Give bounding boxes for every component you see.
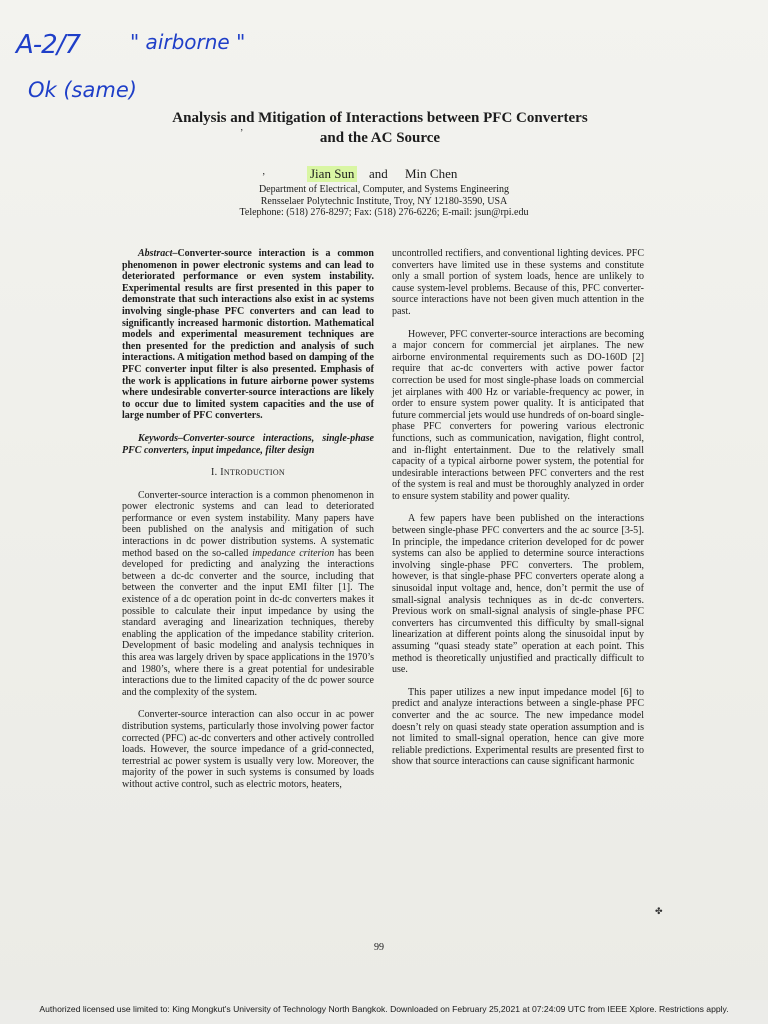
- right-column: [392, 248, 644, 779]
- abstract-paragraph: [122, 248, 374, 422]
- right-paragraph-3: A few papers have been published on the interactions between single-phase PFC converters and the ac source [3-5]. In principle, the impedance criterion developed for dc power systems can also be applied to determine source interactions involving single-phase PFC converters. The problem, however, is that single-phase PFC converters operate along a sinusoidal input voltage and, hence, don’t permit the use of small-signal analysis techniques as in dc-dc converters. Previous work on small-signal analysis of single-phase PFC converters has circumvented this difficulty by small-signal linearization at different points along the sinusoidal input by assuming “quasi steady state” operation at each point. This method is theoretically unjustified and practically difficult to use.: [392, 513, 644, 676]
- author-name: Min Chen: [405, 166, 458, 181]
- author-name-highlighted: Jian Sun: [307, 166, 357, 182]
- section-heading: I. INTRODUCTION: [211, 467, 285, 479]
- intro-paragraph-2: Converter-source interaction can also occur in ac power distribution systems, particularly those involving power factor corrected (PFC) ac-dc converters and other actively controlled loads. However, the source impedance of a grid-connected, terrestrial ac power system is usually very low. Moreover, the majority of the power in such systems is consumed by loads without active control, such as electric motors, heaters,: [122, 709, 374, 790]
- scan-speck: ʼ: [262, 172, 266, 183]
- keywords-paragraph: Keywords–Converter-source interactions, single-phase PFC converters, input impedance, filter design: [122, 432, 374, 456]
- affiliation-institute: Rensselaer Polytechnic Institute, Troy, NY 12180-3590, USA: [260, 195, 508, 207]
- affiliation-department: Department of Electrical, Computer, and Systems Engineering: [258, 184, 510, 195]
- right-paragraph-2: However, PFC converter-source interactions are becoming a major concern for commercial jet airplanes. The new airborne environmental requirements such as DO-160D [2] require that ac-dc converters with active power factor correction be used for most single-phase loads on commercial jet airplanes with 400 Hz or variable-frequency ac power, in order to ensure system power quality. It is anticipated that future commercial jets would use hundreds of on-board single-phase PFC converters for powering various electronic functions, such as communication, navigation, flight control, and in-flight entertainment. Due to the relatively small capacity of a typical airborne power system, the potential for undesirable interactions between PFC converters and the rest of the system is real and must be thoroughly analyzed in order to ensure system stability and power quality.: [392, 328, 644, 502]
- affiliation-block: [200, 184, 568, 219]
- abstract-text: –Converter-source interaction is a common phenomenon in power electronic systems and can lead to deteriorated performance or even system instability. Experimental results are first presented in this paper to demonstrate that such interactions also exist in ac systems involving single-phase PFC converters and can lead to significantly increased harmonic distortion. Mathematical models and experimental measurement techniques are then presented for the prediction and analysis of such interactions. A mitigation method based on damping of the PFC converter input filter is also presented. Emphasis of the work is applications in future airborne power systems where undesirable converter-source interactions are likely to occur due to limited system capacities and the use of large number of PFC converters.: [122, 248, 374, 422]
- right-paragraph-1: uncontrolled rectifiers, and conventional lighting devices. PFC converters have limited use in these systems and constitute only a small portion of system loads, hence are unlikely to cause system-level problems. Because of this, PFC converter-source interactions have not been given much attention in the past.: [392, 248, 644, 317]
- abstract-lead: Abstract: [138, 248, 173, 259]
- scan-speck: ✤: [655, 906, 663, 916]
- intro-paragraph-1: Converter-source interaction is a common phenomenon in power electronic systems and can lead to deteriorated performance or even system instability. Many papers have been published on the analysis and mitigation of such interactions in dc power distribution systems. A systematic method based on the so-called impedance criterion has been developed for predicting and analyzing the interactions between a dc-dc converter and the source, including that between the converter and the input EMI filter [1]. The existence of a dc operation point in dc-dc converters makes it possible to calculate their input impedance by using the standard averaging and linearization techniques, thereby enabling the application of the impedance stability criterion. Development of basic modeling and analysis techniques in this area was largely driven by space applications in the 1970’s and 1980’s, where there is a great potential for undesirable interactions due to the limited capacity of the dc power source and the complexity of the system.: [122, 489, 374, 698]
- handwritten-note-ok: Ok (same): [28, 78, 137, 102]
- author-line: [0, 166, 768, 186]
- affiliation-contact: Telephone: (518) 276-8297; Fax: (518) 276-6226; E-mail: jsun@rpi.edu: [239, 207, 529, 218]
- page-number: 99: [374, 942, 384, 953]
- title-line-1: Analysis and Mitigation of Interactions between PFC Converters: [172, 110, 588, 126]
- scan-speck: ʼ: [240, 128, 244, 139]
- author-separator: and: [369, 166, 388, 181]
- right-paragraph-4: This paper utilizes a new input impedance model [6] to predict and analyze interactions between a single-phase PFC converter and the ac source. The new impedance model doesn’t rely on quasi steady state operation assumption and is not limited to small-signal operation, hence can give more reliable predictions. Experimental results are presented first to show that source interactions can cause significant harmonic: [392, 686, 644, 768]
- paper-title: [120, 108, 640, 148]
- handwritten-note-airborne: " airborne ": [130, 30, 246, 54]
- handwritten-note-reference: A-2/7: [16, 30, 81, 60]
- title-line-2: and the AC Source: [319, 130, 441, 146]
- emphasized-term: impedance criterion: [252, 547, 335, 559]
- left-column: [122, 248, 374, 802]
- license-footer: Authorized licensed use limited to: King Mongkut's University of Technology North Bangkok. Downloaded on February 25,2021 at 07:24:09 UTC from IEEE Xplore. Restrictions apply.: [39, 1004, 729, 1014]
